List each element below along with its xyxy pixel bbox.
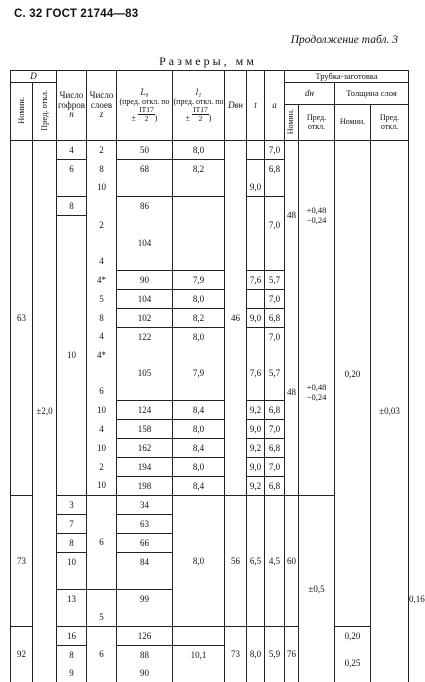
cell-a [265, 234, 285, 252]
cell-a: 6,8 [265, 400, 285, 419]
cell-dn-nom-76: 76 [285, 626, 299, 682]
cell-t: 7,6 [247, 364, 265, 382]
col-z-label: Число слоев [89, 90, 114, 110]
cell-thk-tol: ±0,03 [371, 141, 409, 682]
cell-l1: 10,1 [173, 645, 225, 664]
cell-a [265, 382, 285, 401]
cell-t [247, 289, 265, 308]
cell-z: 4* [87, 346, 117, 364]
cell-z: 5 [87, 289, 117, 308]
cell-l1 [173, 197, 225, 216]
cell-t [247, 160, 265, 179]
cell-l1: 8,2 [173, 160, 225, 179]
cell-dn-tol-a: +0,48 −0,24 [299, 141, 335, 290]
cell-t [247, 327, 265, 346]
cell-a: 7,0 [265, 289, 285, 308]
col-t: t [247, 71, 265, 141]
cell-t [247, 382, 265, 401]
cell-L0: 124 [117, 400, 173, 419]
cell-dn-nom-48b: 48 [285, 289, 299, 495]
cell-n: 9 [57, 664, 87, 682]
cell-n: 3 [57, 495, 87, 514]
cell-L0: 86 [117, 197, 173, 216]
cell-z: 10 [87, 178, 117, 197]
cell-a: 6,8 [265, 438, 285, 457]
cell-L0: 88 [117, 645, 173, 664]
cell-L0 [117, 608, 173, 627]
cell-L0: 50 [117, 141, 173, 160]
cell-L0: 104 [117, 289, 173, 308]
cell-thk-empty [335, 608, 371, 627]
cell-L0: 99 [117, 589, 173, 608]
cell-a: 7,0 [265, 327, 285, 346]
cell-n: 4 [57, 141, 87, 160]
cell-L0: 66 [117, 533, 173, 552]
continuation-label: Продолжение табл. 3 [290, 34, 398, 46]
cell-n [57, 178, 87, 197]
cell-Dvn-56: 56 [225, 495, 247, 626]
cell-l1 [173, 216, 225, 234]
cell-L0 [117, 346, 173, 364]
cell-t [247, 252, 265, 271]
cell-t: 9,2 [247, 476, 265, 495]
cell-t: 7,6 [247, 270, 265, 289]
col-thk-nomin: Номин. [335, 105, 371, 141]
dimensions-table [10, 70, 425, 682]
col-n-symbol: n [69, 109, 74, 120]
cell-L0: 63 [117, 514, 173, 533]
cell-l1: 7,9 [173, 364, 225, 382]
cell-t [247, 216, 265, 234]
col-D: D [11, 71, 57, 83]
table-row [11, 626, 409, 645]
cell-z: 4 [87, 419, 117, 438]
cell-D-63: 63 [11, 141, 33, 496]
cell-Dvn-46: 46 [225, 141, 247, 496]
cell-l1 [173, 346, 225, 364]
cell-l1: 8,0 [173, 327, 225, 346]
cell-n: 8 [57, 645, 87, 664]
cell-n: 13 [57, 589, 87, 608]
cell-z: 2 [87, 216, 117, 234]
cell-z [87, 197, 117, 216]
col-l1-pm: ± [185, 113, 190, 123]
cell-L0: 158 [117, 419, 173, 438]
col-L0-desc: (пред. откл. по [119, 97, 170, 107]
cell-t [247, 346, 265, 364]
cell-thk-020: 0,20 [335, 141, 371, 608]
cell-a [265, 178, 285, 197]
cell-t: 9,2 [247, 400, 265, 419]
cell-D-73: 73 [11, 495, 33, 626]
col-z [87, 71, 117, 141]
cell-L0: 122 [117, 327, 173, 346]
cell-a-4-5: 4,5 [265, 495, 285, 626]
cell-z: 10 [87, 476, 117, 495]
cell-l1: 8,4 [173, 400, 225, 419]
cell-a: 5,7 [265, 270, 285, 289]
cell-L0: 126 [117, 626, 173, 645]
cell-t [247, 234, 265, 252]
table-header [11, 71, 409, 141]
col-l1: l₁ (пред. откл. по ± $\frac{IT17}{2}$ ) [173, 71, 225, 141]
cell-a [265, 346, 285, 364]
cell-z-6b: 6 [87, 626, 117, 682]
cell-L0 [117, 252, 173, 271]
table-row [11, 141, 409, 160]
col-L0-symbol: L₀ [140, 86, 149, 97]
cell-l1: 8,0 [173, 457, 225, 476]
cell-L0 [117, 382, 173, 401]
cell-a: 7,0 [265, 419, 285, 438]
cell-a [265, 252, 285, 271]
col-l1-frac: $\frac{IT17}{2}$ [193, 105, 208, 123]
cell-z: 4 [87, 252, 117, 271]
cell-l1: 8,0 [173, 419, 225, 438]
cell-a-5-9: 5,9 [265, 626, 285, 682]
cell-z: 10 [87, 400, 117, 419]
cell-L0: 34 [117, 495, 173, 514]
cell-dn-tol-b: +0,48 −0,24 [299, 289, 335, 495]
col-n [57, 71, 87, 141]
cell-a: 6,8 [265, 308, 285, 327]
col-a: a [265, 71, 285, 141]
table-title: Размеры, мм [159, 54, 257, 68]
cell-L0: 68 [117, 160, 173, 179]
cell-z: 5 [87, 608, 117, 627]
cell-l1: 8,0 [173, 141, 225, 160]
cell-D-92: 92 [11, 626, 33, 682]
col-L0-frac: $\frac{IT17}{2}$ [139, 105, 154, 123]
cell-a [265, 197, 285, 216]
cell-l1 [173, 252, 225, 271]
cell-t [247, 141, 265, 160]
cell-a: 6,8 [265, 476, 285, 495]
cell-n: 8 [57, 197, 87, 216]
cell-l1: 8,2 [173, 308, 225, 327]
cell-t: 9,0 [247, 178, 265, 197]
cell-t-6-5: 6,5 [247, 495, 265, 626]
col-dn-nomin: Номин. [285, 105, 299, 141]
cell-n: 6 [57, 160, 87, 179]
cell-D-tol: ±2,0 [33, 141, 57, 682]
cell-z-6a: 6 [87, 495, 117, 589]
cell-n [57, 571, 87, 590]
cell-t: 9,0 [247, 419, 265, 438]
cell-L0: 104 [117, 234, 173, 252]
cell-z: 6 [87, 382, 117, 401]
cell-thk-025: 0,25 [335, 645, 371, 682]
cell-t: 9,0 [247, 457, 265, 476]
cell-L0: 198 [117, 476, 173, 495]
cell-L0: 162 [117, 438, 173, 457]
col-L0: L₀ (пред. откл. по ± $\frac{IT17}{2}$ ) [117, 71, 173, 141]
cell-dn-nom-60: 60 [285, 495, 299, 626]
cell-L0: 194 [117, 457, 173, 476]
cell-L0: 90 [117, 270, 173, 289]
table-row: 13 99 0,16 [11, 589, 409, 608]
cell-L0: 90 [117, 664, 173, 682]
page-header-id: С. 32 ГОСТ 21744—83 [14, 8, 139, 20]
cell-l1: 8,4 [173, 438, 225, 457]
col-l1-symbol: l₁ [195, 86, 202, 97]
cell-L0: 84 [117, 552, 173, 571]
cell-t: 9,2 [247, 438, 265, 457]
col-thk-tol: Пред. откл. [371, 105, 409, 141]
cell-l1 [173, 626, 225, 645]
cell-z: 2 [87, 457, 117, 476]
col-n-label: Число гофров [57, 90, 86, 110]
cell-z: 4* [87, 270, 117, 289]
cell-a: 6,8 [265, 160, 285, 179]
cell-dn-tol-c: ±0,5 [299, 495, 335, 682]
cell-a: 7,0 [265, 457, 285, 476]
cell-thk-020b: 0,20 [335, 626, 371, 645]
cell-t [247, 197, 265, 216]
cell-l1-8-0a: 8,0 [173, 495, 225, 626]
cell-l1 [173, 178, 225, 197]
cell-z [87, 589, 117, 608]
col-D-tol: Пред. откл. [33, 83, 57, 141]
col-L0-pm: ± [131, 113, 136, 123]
cell-z [87, 364, 117, 382]
cell-n: 7 [57, 514, 87, 533]
table-row [11, 645, 409, 664]
cell-l1: 7,9 [173, 270, 225, 289]
cell-z: 10 [87, 438, 117, 457]
cell-a: 7,0 [265, 141, 285, 160]
cell-dn-nom-48a: 48 [285, 141, 299, 290]
cell-a: 7,0 [265, 216, 285, 234]
cell-L0 [117, 178, 173, 197]
cell-n: 8 [57, 533, 87, 552]
cell-t-8-0: 8,0 [247, 626, 265, 682]
cell-z [87, 234, 117, 252]
cell-L0 [117, 216, 173, 234]
cell-l1: 8,0 [173, 289, 225, 308]
col-thickness: Толщина слоя [335, 83, 409, 105]
cell-n [57, 608, 87, 627]
cell-n-10: 10 [57, 216, 87, 496]
cell-l1 [173, 664, 225, 682]
col-D-nomin: Номин. [11, 83, 33, 141]
cell-L0: 105 [117, 364, 173, 382]
cell-Dvn-73: 73 [225, 626, 247, 682]
cell-z: 8 [87, 160, 117, 179]
col-z-symbol: z [99, 109, 104, 120]
cell-z: 8 [87, 308, 117, 327]
cell-L0 [117, 571, 173, 590]
tube-blank-group: Трубка-заготовка [285, 71, 409, 83]
col-dn-tol: Пред. откл. [299, 105, 335, 141]
cell-z: 2 [87, 141, 117, 160]
cell-l1 [173, 382, 225, 401]
col-Dvn: Dвн [225, 71, 247, 141]
cell-l1 [173, 234, 225, 252]
cell-a: 5,7 [265, 364, 285, 382]
col-l1-desc: (пред. откл. по [173, 97, 224, 107]
cell-t: 9,0 [247, 308, 265, 327]
cell-L0: 102 [117, 308, 173, 327]
col-dn: dн [285, 83, 335, 105]
cell-n: 10 [57, 552, 87, 571]
cell-n: 16 [57, 626, 87, 645]
cell-z: 4 [87, 327, 117, 346]
table-body [11, 141, 425, 682]
cell-l1: 8,4 [173, 476, 225, 495]
